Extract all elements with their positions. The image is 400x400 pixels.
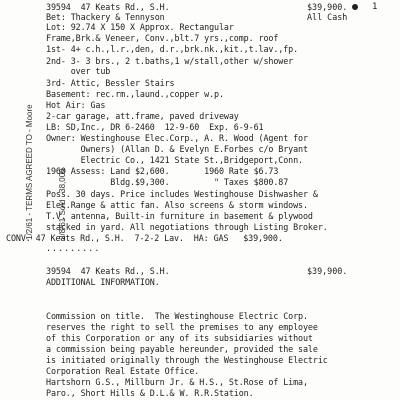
listing-terms: All Cash (307, 12, 348, 22)
listing-line: Hot Air: Gas (46, 100, 106, 110)
additional-paragraph-line: Hartshorn G.S., Millburn Jr. & H.S., St.Rose of Lima, (46, 377, 308, 387)
listing-line: LB: SD,Inc., DR 6-2460 12-9-60 Exp. 6-9-61 (46, 122, 264, 132)
additional-heading: ADDITIONAL INFORMATION. (46, 277, 160, 287)
additional-paragraph-line: Corporation Real Estate Office. (46, 366, 200, 376)
listing-line: 2-car garage, att.frame, paved driveway (46, 111, 239, 121)
margin-annotation-line-2: 2/8/61 Sold 38,000 (58, 168, 67, 240)
listing-line: 1960 Assess: Land $2,600. 1960 Rate $6.73 (46, 166, 279, 176)
listing-line: Poss. 30 days. Price includes Westinghouse Dishwasher & (46, 189, 318, 199)
bullet-mark (352, 4, 358, 10)
additional-paragraph-line: is initiated originally through the Westinghouse Electric (46, 355, 328, 365)
listing-line: Elec.Range & attic fan. Also screens & storm windows. (46, 200, 308, 210)
listing-line: 2nd- 3- 3 brs., 2 t.baths,1 w/stall,other w/shower (46, 56, 294, 66)
additional-paragraph-line: Paro., Short Hills & D.L.& W. R.R.Station. (46, 388, 254, 398)
margin-annotation-line-1: 1/2/61 - TERMS AGREED TO - Moore (25, 104, 34, 240)
listing-line: T.V. antenna, Built-in furniture in basement & plywood (46, 211, 313, 221)
additional-paragraph-line: a commission being payable hereunder, provided the sale (46, 344, 318, 354)
additional-price: $39,900. (307, 266, 348, 276)
separator-dots: ......... (46, 243, 101, 253)
listing-line: Frame,Brk.& Veneer, Conv.,blt.7 yrs.,comp. roof (46, 33, 279, 43)
conv-summary-line: CONV. 47 Keats Rd., S.H. 7-2-2 Lav. HA: GAS $39,900. (6, 233, 283, 243)
listing-line: Bldg.$9,300. " Taxes $800.87 (46, 177, 289, 187)
listing-line: 3rd- Attic, Bessler Stairs (46, 78, 175, 88)
additional-paragraph-line: reserves the right to sell the premises to any employee (46, 322, 318, 332)
additional-paragraph-line: of this Corporation or any of its subsidiaries without (46, 333, 313, 343)
listing-line: stacked in yard. All negotiations through Listing Broker. (46, 222, 328, 232)
listing-line: Bet: Thackery & Tennyson (46, 12, 165, 22)
additional-id-address: 39594 47 Keats Rd., S.H. (46, 266, 170, 276)
page-number: 1 (372, 2, 378, 12)
additional-paragraph-line: Commission on title. The Westinghouse Electric Corp. (46, 311, 308, 321)
listing-id-address: 39594 47 Keats Rd., S.H. (46, 2, 170, 12)
listing-line: Lot: 92.74 X 150 X Approx. Rectangular (46, 22, 234, 32)
listing-line: Electric Co., 1421 State St.,Bridgeport,Conn. (46, 155, 303, 165)
listing-line: over tub (46, 66, 111, 76)
listing-line: Basement: rec.rm.,laund.,copper w.p. (46, 89, 224, 99)
listing-price: $39,900. (307, 2, 348, 12)
listing-line: 1st- 4+ c.h.,l.r.,den, d.r.,brk.nk.,kit.,t.lav.,fp. (46, 44, 299, 54)
listing-line: Owner: Westinghouse Elec.Corp., A. R. Wood (Agent for (46, 133, 308, 143)
listing-line: Owners) (Allan D. & Evelyn E.Forbes c/o Bryant (46, 144, 308, 154)
